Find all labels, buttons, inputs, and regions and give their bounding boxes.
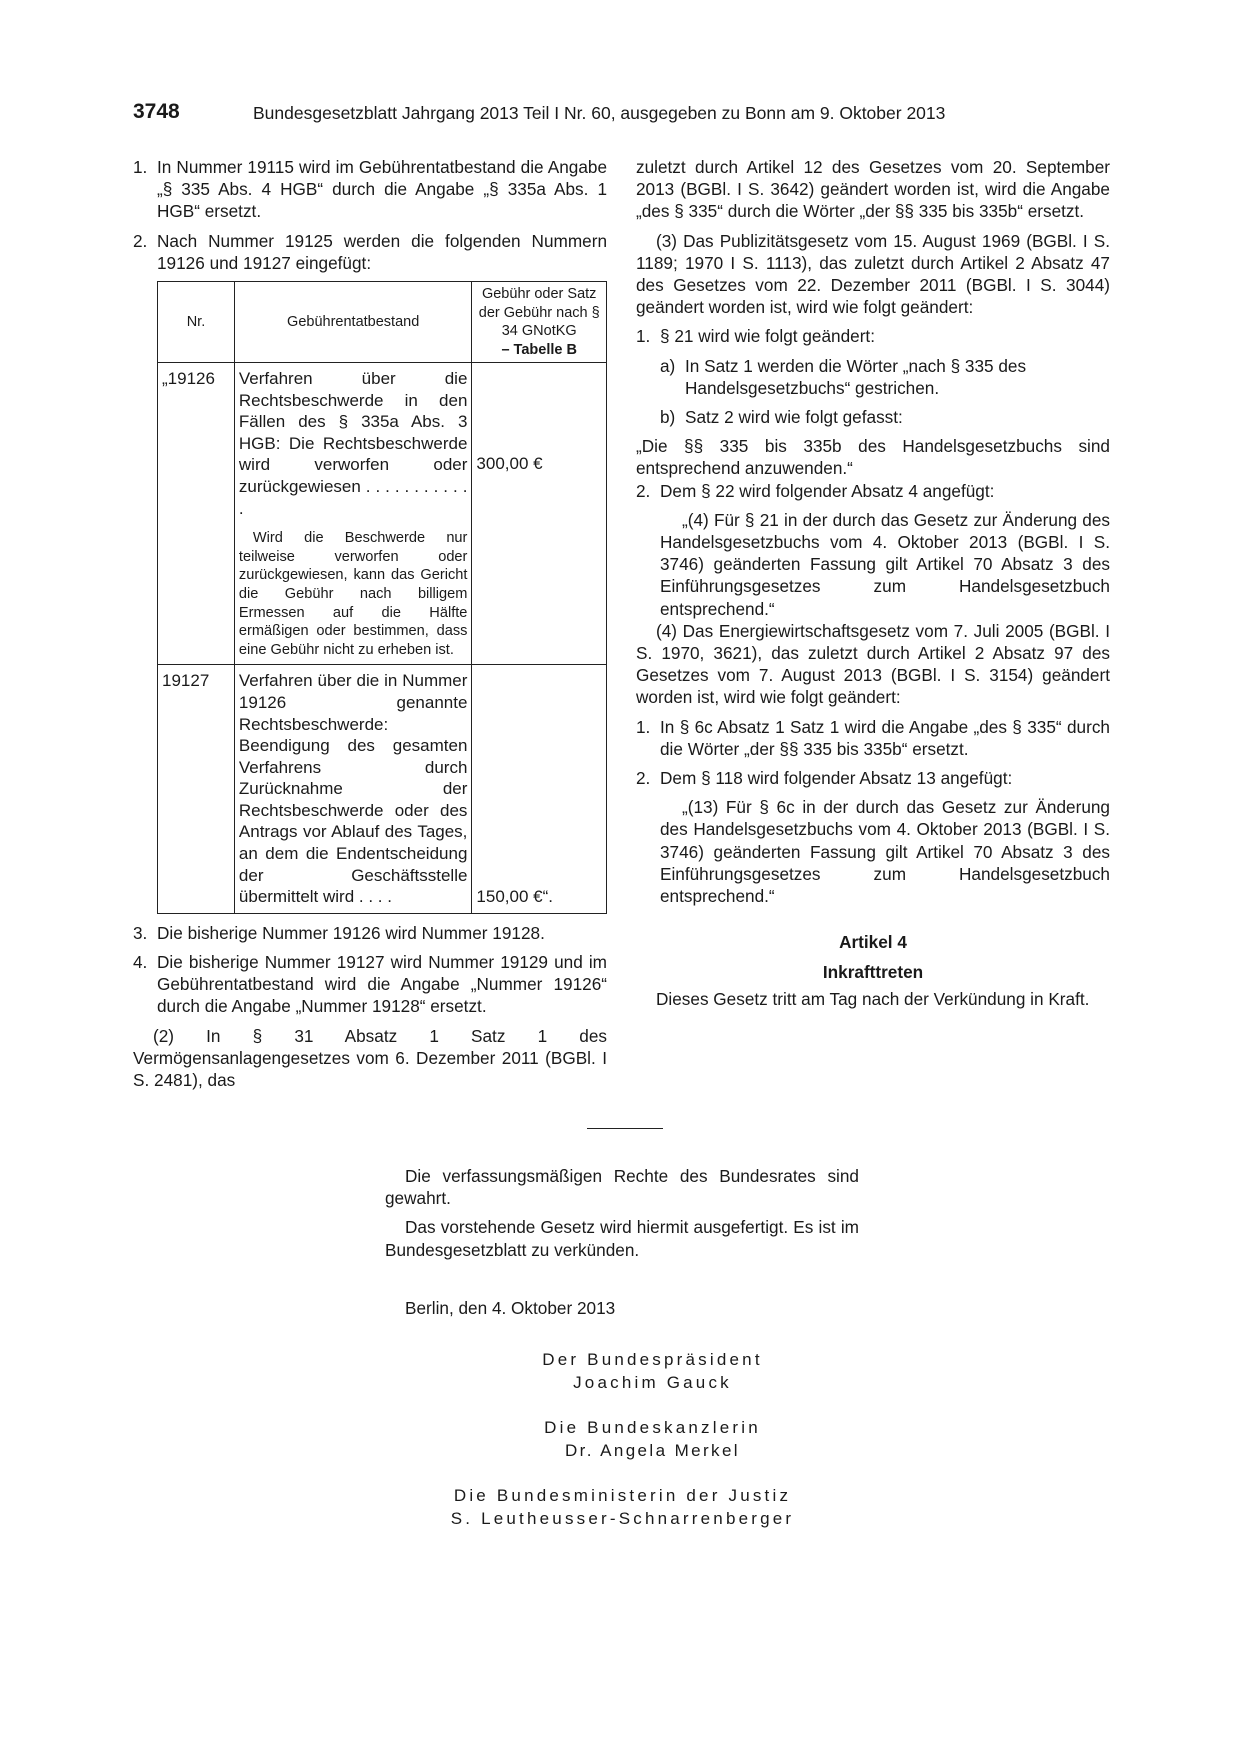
signature: [440, 1416, 865, 1462]
column-header-tatbestand: Gebührentatbestand: [234, 282, 472, 363]
list-number: 3.: [133, 922, 148, 943]
signatory-name: Dr. Angela Merkel: [565, 1441, 740, 1460]
signature: [440, 1348, 865, 1394]
list-number: 2.: [636, 768, 651, 789]
closing-paragraph: Die verfassungsmäßigen Rechte des Bundesrates sind gewahrt.: [385, 1166, 859, 1209]
sub-item-letter: a): [660, 355, 676, 376]
quote-text: „(13) Für § 6c in der durch das Gesetz zur Änderung des Handelsgesetzbuchs vom 4. Oktober 2013 (BGBl. I S. 3746) geänderten Fassung gilt Artikel 70 Absatz 3 des Einführungsgesetzes zum Handelsgesetzbuch entsprechend.“: [660, 797, 1110, 907]
paragraph-3: (3) Das Publizitätsgesetz vom 15. August 1969 (BGBl. I S. 1189; 1970 I S. 1113), das zuletzt durch Artikel 2 Absatz 47 des Gesetzes vom 22. Dezember 2011 (BGBl. I S. 3044) geändert worden ist, wird wie folgt geändert:: [636, 230, 1110, 318]
continued-paragraph: zuletzt durch Artikel 12 des Gesetzes vom 20. September 2013 (BGBl. I S. 3642) geändert worden ist, wird die Angabe „des § 335“ durch die Wörter „der §§ 335 bis 335b“ ersetzt.: [636, 157, 1110, 222]
paragraph-4: (4) Das Energiewirtschaftsgesetz vom 7. Juli 2005 (BGBl. I S. 1970, 3621), das zuletzt durch Artikel 2 Absatz 97 des Gesetzes vom 7. August 2013 (BGBl. I S. 3154) geändert worden ist, wird wie folgt geändert:: [636, 620, 1110, 708]
cell-nr: „19126: [158, 363, 235, 665]
list-text: Die bisherige Nummer 19126 wird Nummer 19128.: [157, 922, 545, 943]
sub-item-text: In Satz 1 werden die Wörter „nach § 335 des Handelsgesetzbuchs“ gestrichen.: [685, 355, 1027, 398]
list-number: 1.: [636, 716, 651, 737]
list-text: Nach Nummer 19125 werden die folgenden Nummern 19126 und 19127 eingefügt:: [157, 230, 607, 273]
list-item: [636, 767, 1110, 789]
table-row: [158, 665, 607, 914]
separator-rule: [587, 1128, 663, 1129]
list-item: [133, 951, 607, 1018]
table-header-row: [158, 282, 607, 363]
signature: [380, 1484, 865, 1530]
quote-text: „(4) Für § 21 in der durch das Gesetz zur Änderung des Handelsgesetzbuchs vom 4. Oktober 2013 (BGBl. I S. 3746) geänderten Fassung gilt Artikel 70 Absatz 3 des Einführungsgesetzes zum Handelsgesetzbuch entsprechend.“: [660, 509, 1110, 619]
list-number: 1.: [133, 157, 148, 177]
fee-table: [157, 281, 607, 914]
right-column: [636, 156, 1110, 1017]
article-title: Artikel 4: [839, 932, 907, 953]
closing-block: [385, 1165, 859, 1319]
page-number: 3748: [133, 100, 180, 123]
quote-text: „Die §§ 335 bis 335b des Handelsgesetzbuchs sind entsprechend anzuwenden.“: [636, 436, 1110, 479]
cell-tatbestand-text: Verfahren über die Rechtsbeschwerde in den Fällen des § 335a Abs. 3 HGB: Die Rechtsbeschwerde wird verworfen oder zurückgewiesen . . . . . . . . . . . .: [238, 369, 468, 518]
column-header-fee-text: Gebühr oder Satz der Gebühr nach § 34 GNotKG: [478, 286, 600, 340]
signatory-role: Die Bundesministerin der Justiz: [453, 1486, 792, 1505]
list-text: Dem § 118 wird folgender Absatz 13 angefügt:: [660, 768, 1013, 789]
sub-item: [660, 406, 1110, 428]
sub-item-text: Satz 2 wird wie folgt gefasst:: [685, 407, 903, 428]
list-number: 4.: [133, 952, 148, 973]
cell-fee: 300,00 €: [472, 363, 607, 665]
list-number: 2.: [133, 230, 148, 251]
signatory-role: Die Bundeskanzlerin: [544, 1418, 761, 1437]
column-header-fee-table: – Tabelle B: [501, 341, 577, 358]
cell-tatbestand: [234, 665, 472, 914]
signatory-name: Joachim Gauck: [573, 1373, 732, 1392]
signatures: [380, 1348, 865, 1530]
page-header-title: Bundesgesetzblatt Jahrgang 2013 Teil I Nr. 60, ausgegeben zu Bonn am 9. Oktober 2013: [253, 103, 946, 123]
table-row: [158, 363, 607, 665]
list-number: 1.: [636, 326, 651, 347]
list-item: [636, 325, 1110, 347]
left-column: [133, 156, 607, 1098]
list-text: In § 6c Absatz 1 Satz 1 wird die Angabe „des § 335“ durch die Wörter „der §§ 335 bis 335b“ ersetzt.: [660, 716, 1110, 759]
paragraph-2: (2) In § 31 Absatz 1 Satz 1 des Vermögensanlagengesetzes vom 6. Dezember 2011 (BGBl. I S. 2481), das: [133, 1025, 607, 1091]
list-text: Die bisherige Nummer 19127 wird Nummer 19129 und im Gebührentatbestand wird die Angabe „Nummer 19126“ durch die Angabe „Nummer 19128“ ersetzt.: [157, 952, 607, 1017]
column-header-fee: [472, 282, 607, 363]
signatory-name: S. Leutheusser-Schnarrenberger: [450, 1509, 795, 1528]
list-text: In Nummer 19115 wird im Gebührentatbestand die Angabe „§ 335 Abs. 4 HGB“ durch die Angabe „§ 335a Abs. 1 HGB“ ersetzt.: [157, 157, 607, 222]
sub-item-letter: b): [660, 407, 676, 428]
list-text: Dem § 22 wird folgender Absatz 4 angefügt:: [660, 480, 995, 501]
closing-paragraph: Das vorstehende Gesetz wird hiermit ausgefertigt. Es ist im Bundesgesetzblatt zu verkünden.: [385, 1217, 859, 1260]
signatory-role: Der Bundespräsident: [542, 1350, 763, 1369]
list-item: [636, 716, 1110, 760]
list-item: [133, 156, 607, 223]
list-item: [133, 230, 607, 274]
article-subtitle: Inkrafttreten: [822, 961, 924, 982]
cell-tatbestand-text: Verfahren über die in Nummer 19126 genannte Rechtsbeschwerde: Beendigung des gesamten Verfahrens durch Zurücknahme der Rechtsbeschwerde oder des Antrags vor Ablauf des Tages, an dem die Endentscheidung der Geschäftsstelle übermittelt wird . . . .: [238, 671, 468, 907]
cell-note: Wird die Beschwerde nur teilweise verworfen oder zurückgewiesen, kann das Gericht die Gebühr nach billigem Ermessen auf die Hälfte ermäßigen oder bestimmen, dass eine Gebühr nicht zu erheben ist.: [238, 530, 468, 658]
cell-nr: 19127: [158, 665, 235, 914]
article-text: Dieses Gesetz tritt am Tag nach der Verkündung in Kraft.: [656, 988, 1090, 1009]
sub-item: [660, 355, 1110, 399]
place-date: Berlin, den 4. Oktober 2013: [405, 1297, 616, 1318]
list-number: 2.: [636, 480, 651, 501]
list-item: [133, 922, 607, 944]
list-item: [636, 480, 1110, 502]
cell-fee: 150,00 €“.: [472, 665, 607, 914]
column-header-nr: Nr.: [158, 282, 235, 363]
list-text: § 21 wird wie folgt geändert:: [660, 326, 875, 347]
cell-tatbestand: [234, 363, 472, 665]
